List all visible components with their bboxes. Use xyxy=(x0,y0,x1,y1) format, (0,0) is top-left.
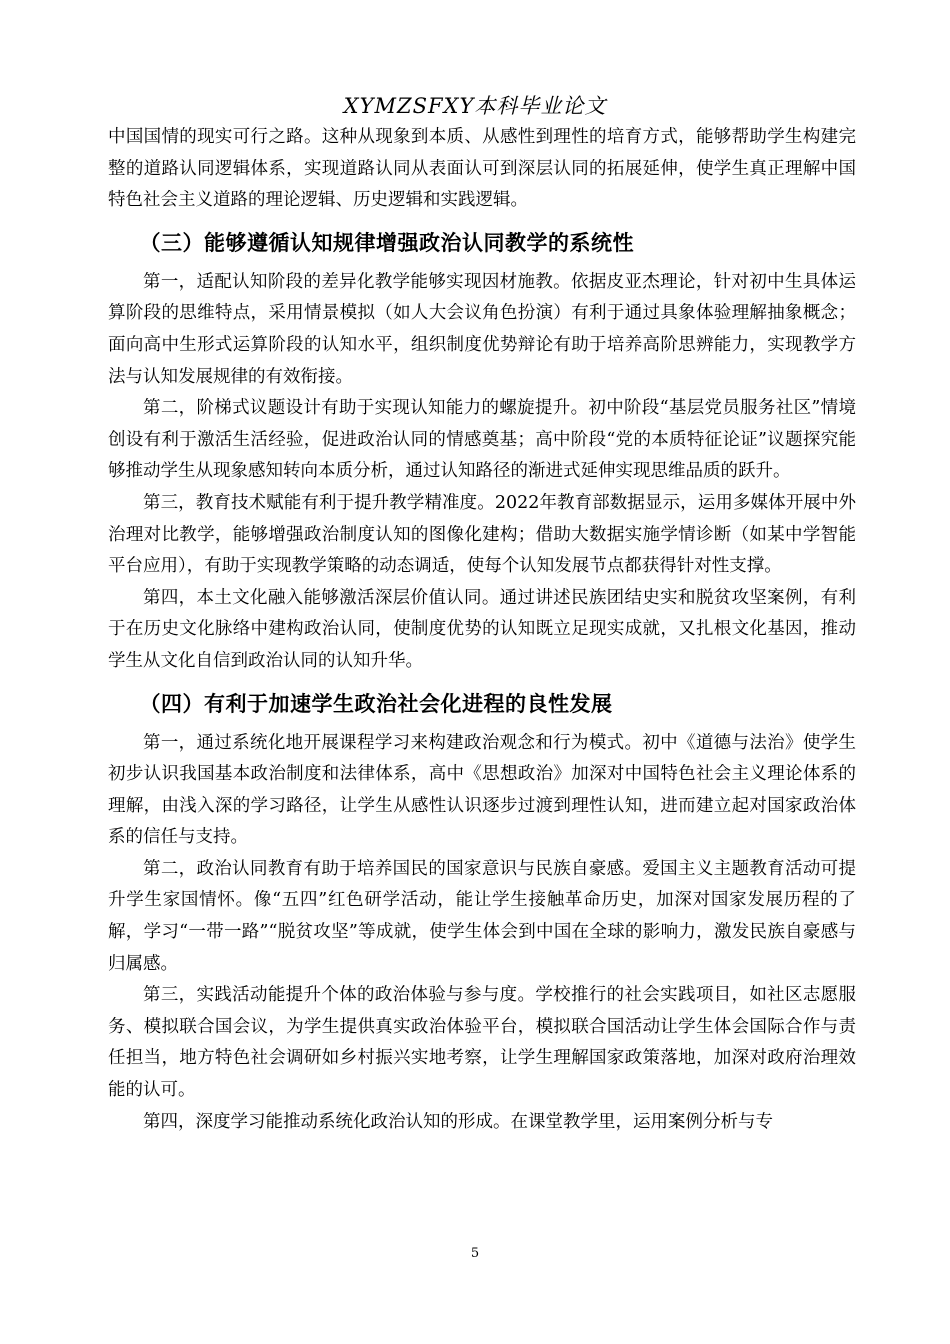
paragraph: 第二，政治认同教育有助于培养国民的国家意识与民族自豪感。爱国主义主题教育活动可提升学生家国情怀。像“五四”红色研学活动，能让学生接触革命历史，加深对国家发展历程的了解，学习“一带一路”“脱贫攻坚”等成就，使学生体会到中国在全球的影响力，激发民族自豪感与归属感。 xyxy=(108,858,856,974)
paragraph: 第三，教育技术赋能有利于提升教学精准度。2022年教育部数据显示，运用多媒体开展中外治理对比教学，能够增强政治制度认知的图像化建构；借助大数据实施学情诊断（如某中学智能平台应用），有助于实现教学策略的动态调适，使每个认知发展节点都获得针对性支撑。 xyxy=(108,492,856,577)
paragraph: 第三，实践活动能提升个体的政治体验与参与度。学校推行的社会实践项目，如社区志愿服务、模拟联合国会议，为学生提供真实政治体验平台，模拟联合国活动让学生体会国际合作与责任担当，地方特色社会调研如乡村振兴实地考察，让学生理解国家政策落地，加深对政府治理效能的认可。 xyxy=(108,985,856,1101)
paragraph: 第二，阶梯式议题设计有助于实现认知能力的螺旋提升。初中阶段“基层党员服务社区”情境创设有利于激活生活经验，促进政治认同的情感奠基；高中阶段“党的本质特征论证”议题探究能够推动学生从现象感知转向本质分析，通过认知路径的渐进式延伸实现思维品质的跃升。 xyxy=(108,398,856,482)
paragraph: 第四，本土文化融入能够激活深层价值认同。通过讲述民族团结史实和脱贫攻坚案例，有利于在历史文化脉络中建构政治认同，使制度优势的认知既立足现实成就，又扎根文化基因，推动学生从文化自信到政治认同的认知升华。 xyxy=(108,587,856,671)
paragraph: 第一，适配认知阶段的差异化教学能够实现因材施教。依据皮亚杰理论，针对初中生具体运算阶段的思维特点，采用情景模拟（如人大会议角色扮演）有利于通过具象体验理解抽象概念；面向高中生形式运算阶段的认知水平，组织制度优势辩论有助于培养高阶思辨能力，实现教学方法与认知发展规律的有效衔接。 xyxy=(108,271,856,387)
paragraph: 第四，深度学习能推动系统化政治认知的形成。在课堂教学里，运用案例分析与专 xyxy=(143,1111,773,1132)
running-header: XYMZSFXY本科毕业论文 xyxy=(343,94,607,118)
section-heading-3: （三）能够遵循认知规律增强政治认同教学的系统性 xyxy=(139,230,634,255)
body-content xyxy=(108,122,856,1138)
paragraph: 第一，通过系统化地开展课程学习来构建政治观念和行为模式。初中《道德与法治》使学生初步认识我国基本政治制度和法律体系，高中《思想政治》加深对中国特色社会主义理论体系的理解，由浅入深的学习路径，让学生从感性认识逐步过渡到理性认知，进而建立起对国家政治体系的信任与支持。 xyxy=(108,732,856,848)
continuation-paragraph: 中国国情的现实可行之路。这种从现象到本质、从感性到理性的培育方式，能够帮助学生构建完整的道路认同逻辑体系，实现道路认同从表面认可到深层认同的拓展延伸，使学生真正理解中国特色社会主义道路的理论逻辑、历史逻辑和实践逻辑。 xyxy=(108,127,856,211)
section-heading-4: （四）有利于加速学生政治社会化进程的良性发展 xyxy=(139,691,613,716)
page-number: 5 xyxy=(470,1246,480,1261)
